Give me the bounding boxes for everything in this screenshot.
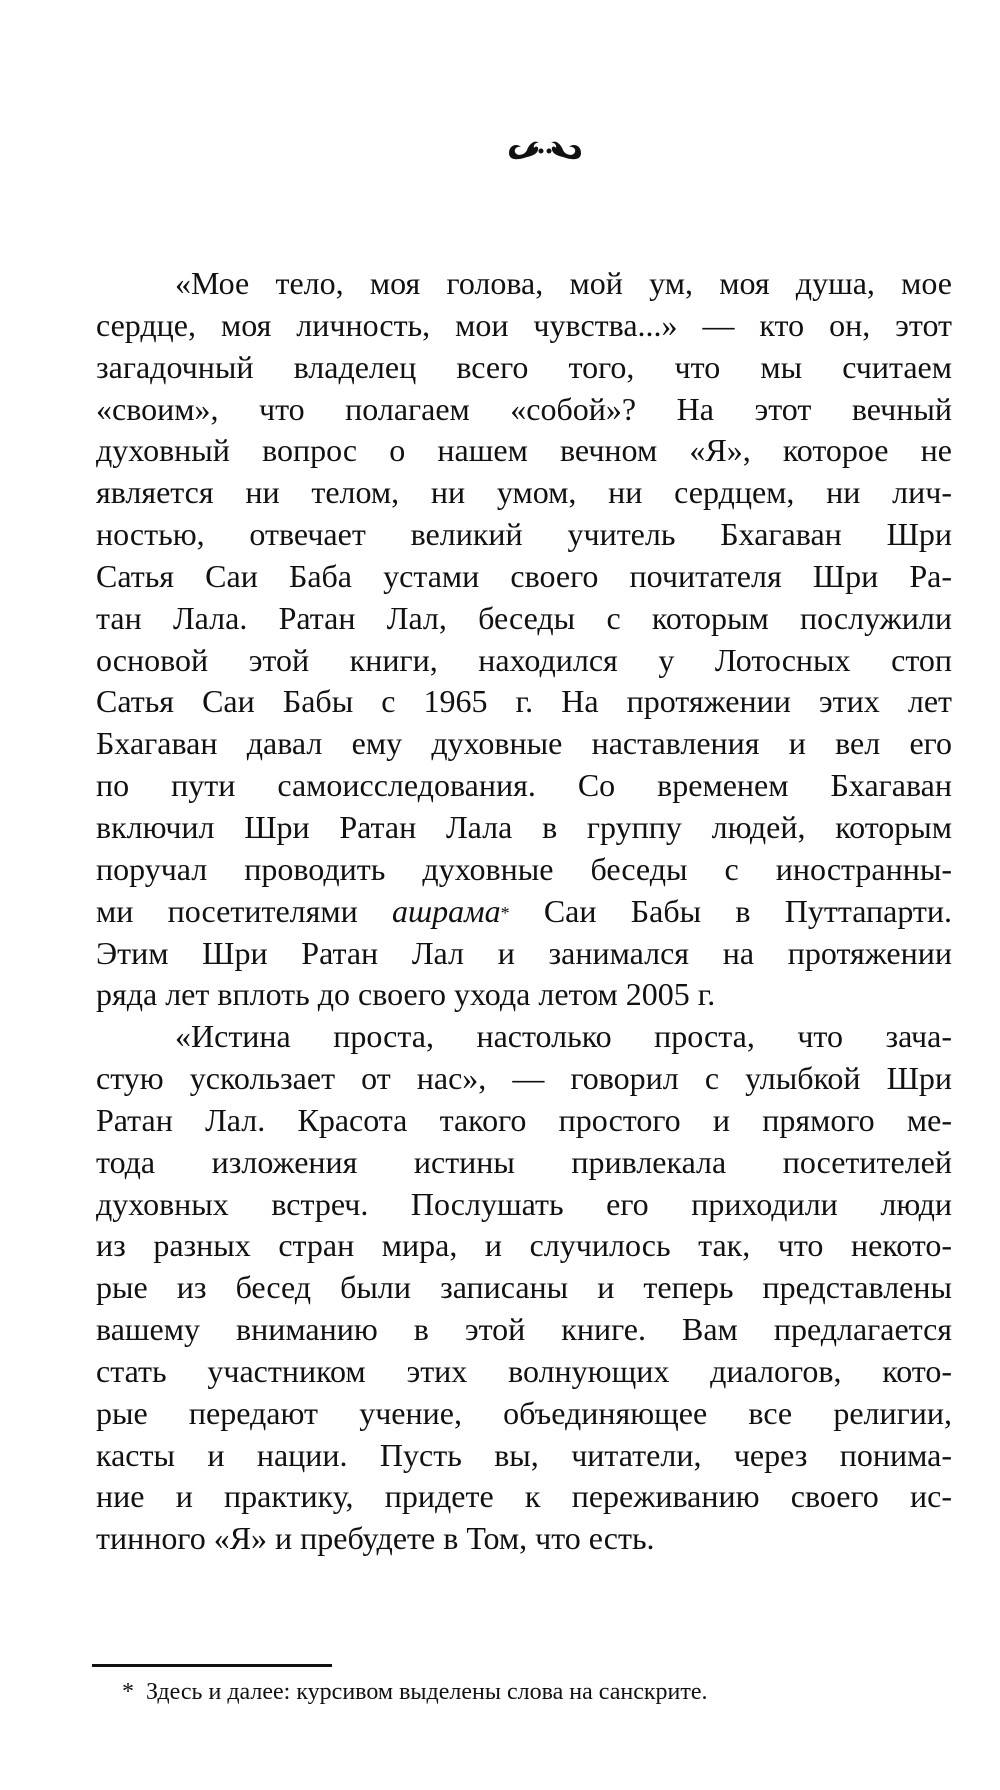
footnote-mark: * [122,1679,134,1705]
paragraph-2 [96,1016,952,1560]
text-line: сердце, моя личность, мои чувства...» — кто он, этот [96,306,952,343]
text-line: стую ускользает от нас», — говорил с улыбкой Шри [96,1060,952,1097]
text-line: из разных стран мира, и случилось так, что некото- [96,1227,952,1264]
text-line: ряда лет вплоть до своего ухода летом 2005 г. [96,976,716,1013]
text-line: загадочный владелец всего того, что мы считаем [96,348,952,385]
footnote-text: Здесь и далее: курсивом выделены слова на санскрите. [146,1679,708,1705]
text-line: «Истина проста, настолько проста, что зача- [175,1018,952,1055]
text-line [96,891,952,933]
text-line: рые из бесед были записаны и теперь представлены [96,1269,952,1306]
text-line: ние и практику, придете к переживанию своего ис- [96,1478,952,1515]
text-line: Бхагаван давал ему духовные наставления и вел его [96,725,952,762]
text-line: Этим Шри Ратан Лал и занимался на протяжении [96,934,952,971]
text-line: Сатья Саи Баба устами своего почитателя Шри Ра- [96,557,952,594]
text-line: «своим», что полагаем «собой»? На этот вечный [96,390,952,427]
text-line: по пути самоисследования. Со временем Бхагаван [96,767,952,804]
text-line: поручал проводить духовные беседы с иностранны- [96,850,952,887]
footnote-divider [92,1664,332,1667]
text-line: Сатья Саи Бабы с 1965 г. На протяжении этих лет [96,683,952,720]
text-line: тинного «Я» и пребудете в Том, что есть. [96,1520,655,1557]
text-line: касты и нации. Пусть вы, читатели, через понима- [96,1436,952,1473]
paragraph-1 [96,263,952,1016]
text-line: является ни телом, ни умом, ни сердцем, ни лич- [96,474,952,511]
text-line: стать участником этих волнующих диалогов, кото- [96,1352,952,1389]
text-line: духовных встреч. Послушать его приходили люди [96,1185,952,1222]
text-line: вашему вниманию в этой книге. Вам предлагается [96,1311,952,1348]
text-line: ностью, отвечает великий учитель Бхагаван Шри [96,516,952,553]
text-line: рые передают учение, объединяющее все религии, [96,1394,952,1431]
footnote [122,1677,708,1707]
text-segment: Саи Бабы в Путтапарти. [509,892,953,929]
sanskrit-term: ашрама [391,892,501,929]
text-line: тан Лала. Ратан Лал, беседы с которым послужили [96,599,952,636]
text-line: включил Шри Ратан Лала в группу людей, которым [96,808,952,845]
text-line: «Мое тело, моя голова, мой ум, моя душа, мое [175,265,952,301]
text-segment: ми посетителями [96,892,392,929]
text-line: духовный вопрос о нашем вечном «Я», которое не [96,432,952,469]
text-line: основой этой книги, находился у Лотосных стоп [96,641,952,678]
text-line: тода изложения истины привлекала посетителей [96,1143,952,1180]
body-text [96,263,952,1560]
text-line: Ратан Лал. Красота такого простого и прямого ме- [96,1101,952,1138]
footnote-reference: * [500,902,510,923]
fleuron-ornament-icon [505,133,585,163]
